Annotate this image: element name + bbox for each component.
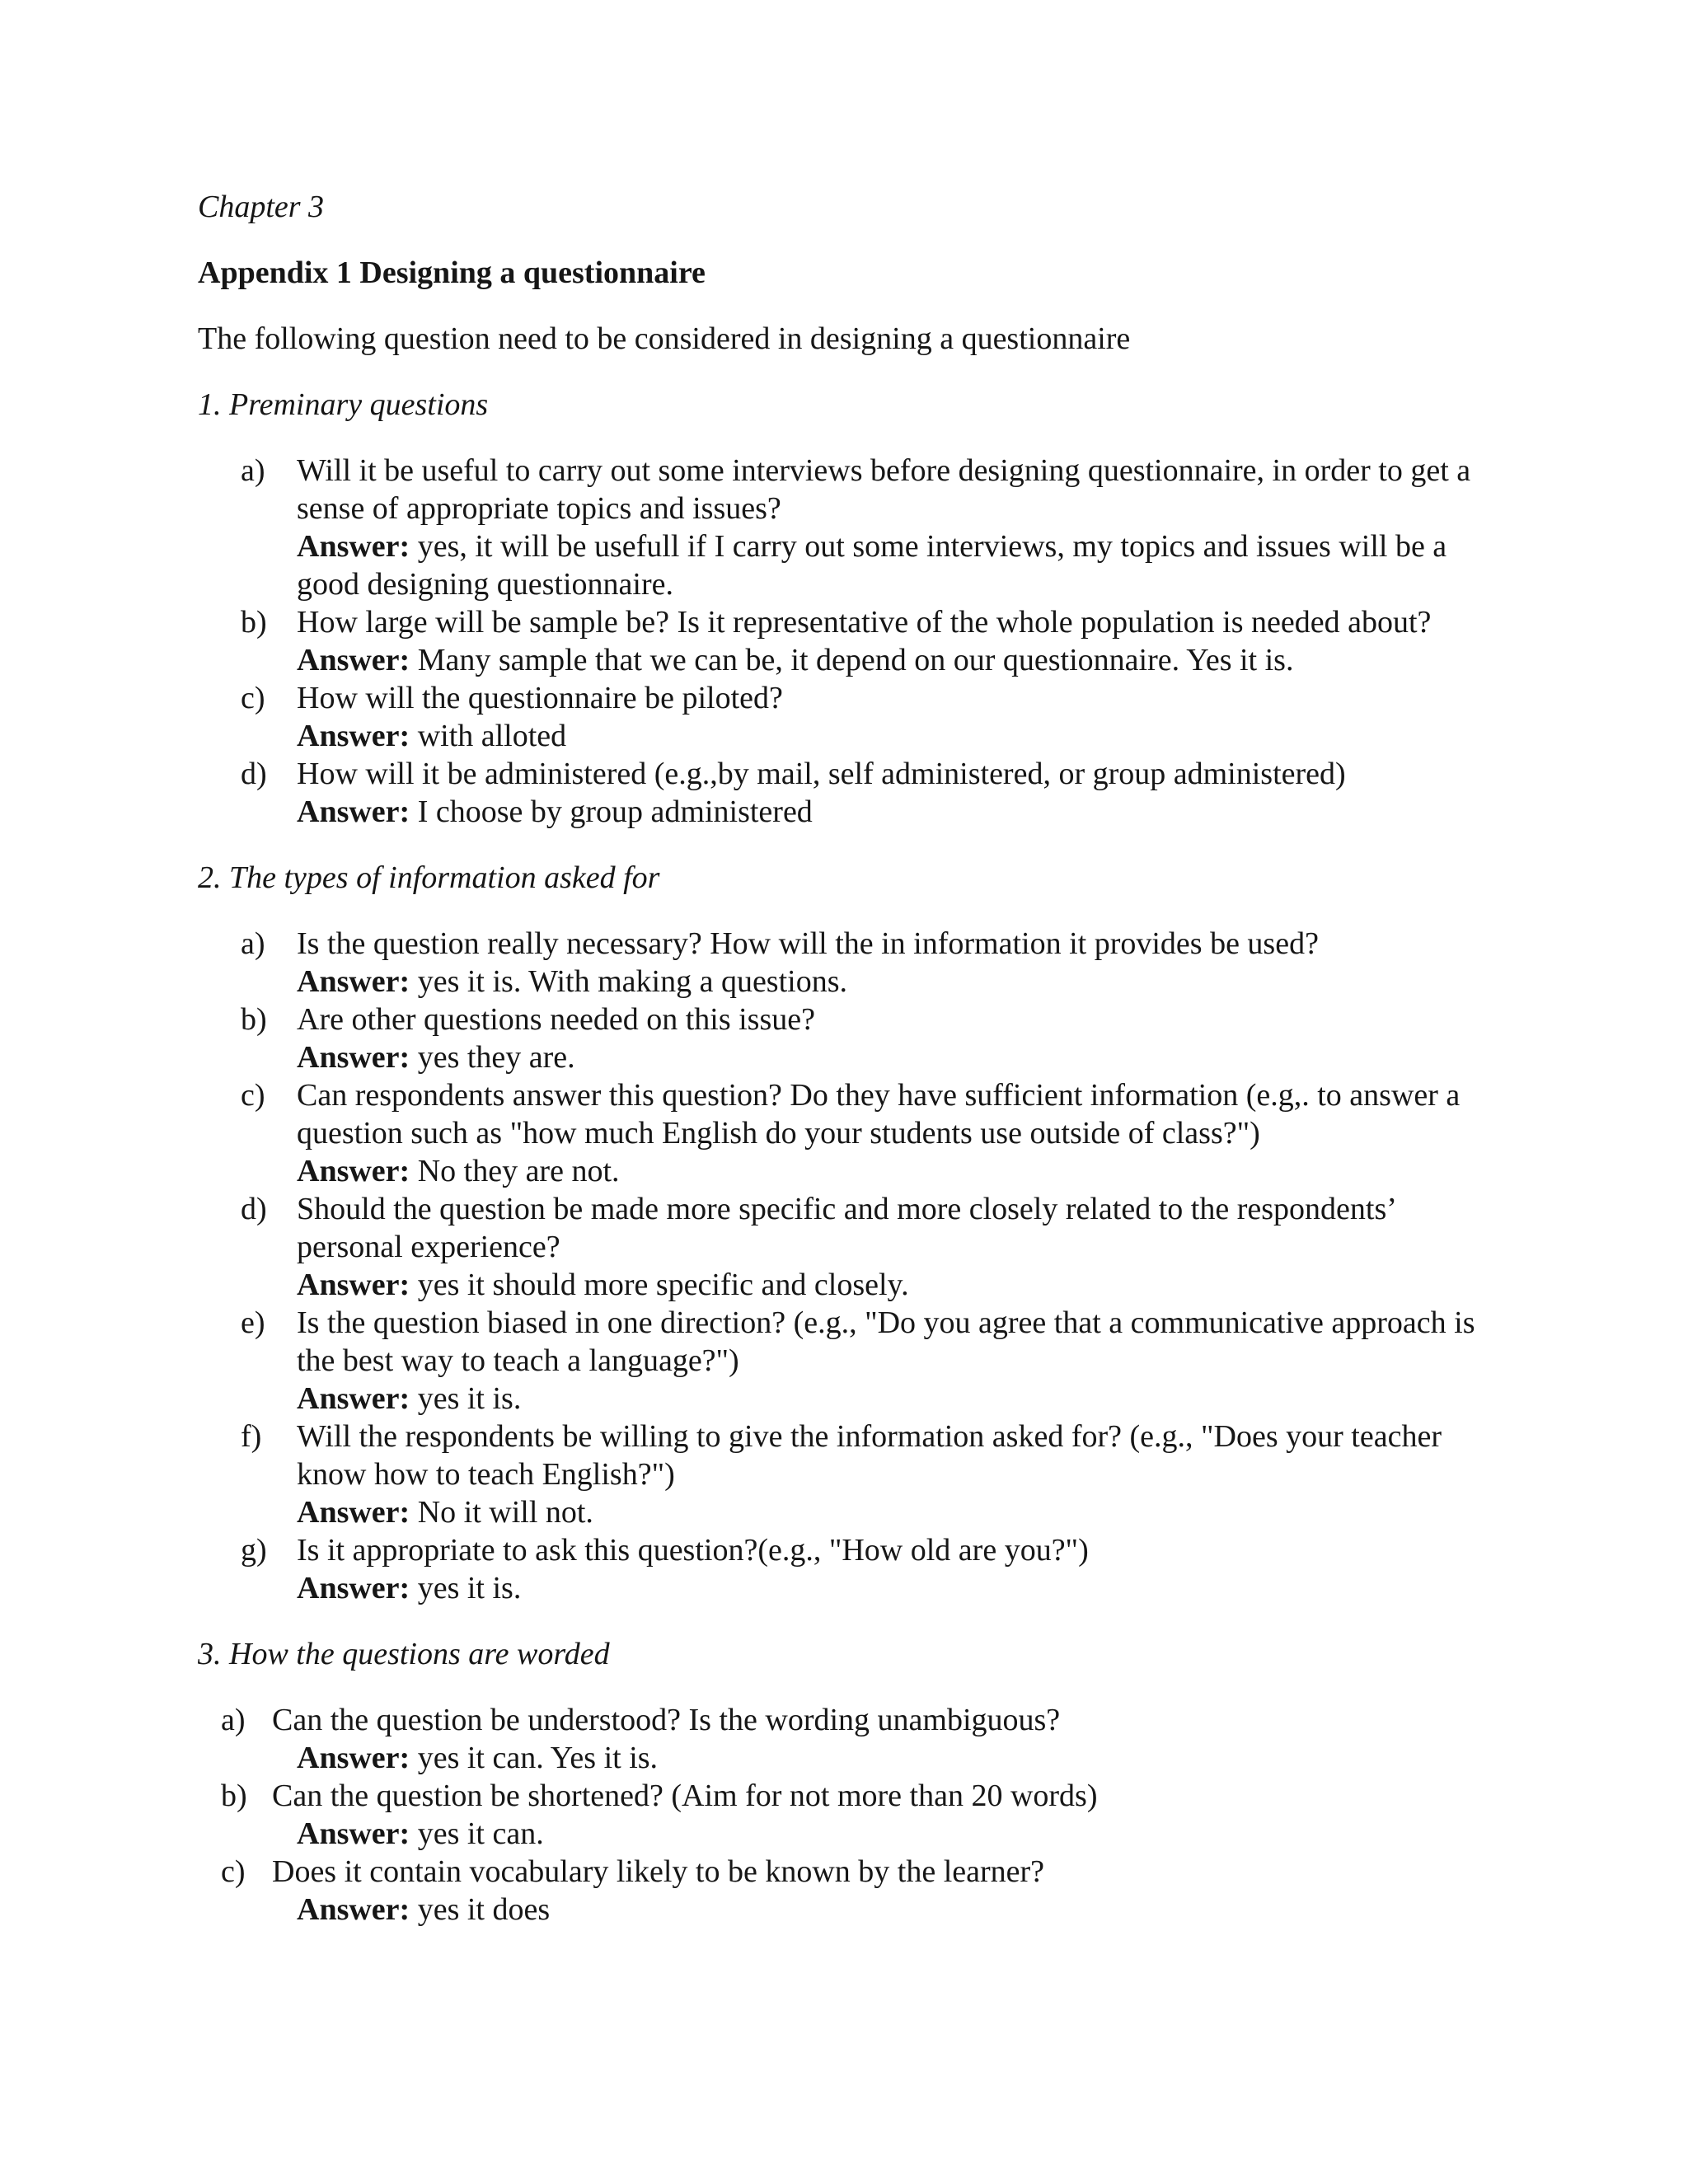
question-text: Should the question be made more specific and more closely related to the respondents’ personal experience?	[297, 1192, 1395, 1264]
question-list-preliminary	[198, 452, 1484, 831]
answer-text: yes it can.	[417, 1816, 544, 1851]
question-text: Will the respondents be willing to give the information asked for? (e.g., "Does your teacher know how to teach English?")	[297, 1419, 1442, 1492]
answer-label: Answer:	[297, 964, 410, 999]
list-item	[198, 1076, 1484, 1190]
answer-label: Answer:	[297, 529, 410, 564]
answer-text: yes it can. Yes it is.	[417, 1741, 659, 1775]
list-item	[198, 755, 1484, 831]
answer-text: No they are not.	[417, 1154, 620, 1188]
list-item	[198, 1418, 1484, 1531]
answer-line	[297, 1266, 1484, 1304]
item-letter: b)	[221, 1779, 247, 1813]
answer-label: Answer:	[297, 1495, 410, 1530]
answer-label: Answer:	[297, 1268, 410, 1302]
question-text: How will the questionnaire be piloted?	[297, 681, 783, 715]
section-heading-wording: 3. How the questions are worded	[198, 1637, 610, 1671]
list-item	[198, 1777, 1484, 1853]
question-text: How will it be administered (e.g.,by mail, self administered, or group administered)	[297, 757, 1346, 791]
answer-text: yes, it will be usefull if I carry out some interviews, my topics and issues will be a good designing questionnaire.	[297, 529, 1447, 602]
answer-line	[297, 1493, 1484, 1531]
question-text: Is the question really necessary? How will the in information it provides be used?	[297, 926, 1319, 961]
list-item	[198, 679, 1484, 755]
answer-text: Many sample that we can be, it depend on our questionnaire. Yes it is.	[417, 643, 1294, 677]
question-text: Does it contain vocabulary likely to be known by the learner?	[272, 1854, 1045, 1889]
answer-line	[297, 717, 1484, 755]
question-text: Can respondents answer this question? Do they have sufficient information (e.g,. to answer a question such as "how much English do your students use outside of class?")	[297, 1078, 1461, 1151]
section-heading-preliminary: 1. Preminary questions	[198, 387, 489, 422]
item-letter: f)	[241, 1419, 262, 1454]
answer-text: yes they are.	[417, 1040, 575, 1075]
question-text: Is it appropriate to ask this question?(e.g., "How old are you?")	[297, 1533, 1089, 1568]
answer-text: yes it is.	[417, 1571, 522, 1605]
list-item	[198, 1304, 1484, 1418]
answer-line	[297, 1152, 1484, 1190]
answer-text: No it will not.	[417, 1495, 593, 1530]
question-list-wording	[198, 1701, 1484, 1929]
answer-label: Answer:	[297, 1816, 410, 1851]
answer-line	[297, 1038, 1484, 1076]
answer-label: Answer:	[297, 1040, 410, 1075]
list-item	[198, 1190, 1484, 1304]
list-item	[198, 452, 1484, 603]
item-letter: a)	[241, 926, 265, 961]
appendix-title: Appendix 1 Designing a questionnaire	[198, 255, 706, 290]
document-page	[198, 188, 1484, 1929]
item-letter: b)	[241, 605, 267, 640]
answer-text: with alloted	[417, 719, 567, 753]
item-letter: a)	[221, 1703, 246, 1737]
question-text: Will it be useful to carry out some interviews before designing questionnaire, in order to get a sense of appropriate topics and issues?	[297, 453, 1471, 526]
list-item	[198, 1531, 1484, 1607]
question-text: Is the question biased in one direction? (e.g., "Do you agree that a communicative approach is the best way to teach a language?")	[297, 1305, 1475, 1378]
question-text: Are other questions needed on this issue?	[297, 1002, 815, 1037]
answer-label: Answer:	[297, 1381, 410, 1416]
question-list-information-types	[198, 925, 1484, 1607]
item-letter: b)	[241, 1002, 267, 1037]
answer-label: Answer:	[297, 1741, 410, 1775]
answer-line	[297, 1815, 1484, 1853]
item-letter: d)	[241, 757, 267, 791]
item-letter: e)	[241, 1305, 265, 1340]
item-letter: c)	[241, 1078, 265, 1113]
answer-text: I choose by group administered	[417, 794, 813, 829]
question-text: Can the question be understood? Is the wording unambiguous?	[272, 1703, 1061, 1737]
list-item	[198, 1701, 1484, 1777]
answer-line	[297, 1739, 1484, 1777]
question-text: How large will be sample be? Is it representative of the whole population is needed about?	[297, 605, 1432, 640]
answer-label: Answer:	[297, 794, 410, 829]
answer-label: Answer:	[297, 1154, 410, 1188]
answer-line	[297, 793, 1484, 831]
intro-text: The following question need to be considered in designing a questionnaire	[198, 321, 1131, 356]
answer-label: Answer:	[297, 643, 410, 677]
list-item	[198, 603, 1484, 679]
answer-line	[297, 527, 1484, 603]
item-letter: d)	[241, 1192, 267, 1226]
item-letter: g)	[241, 1533, 267, 1568]
answer-label: Answer:	[297, 1571, 410, 1605]
answer-line	[297, 1569, 1484, 1607]
answer-line	[297, 963, 1484, 1001]
answer-text: yes it is. With making a questions.	[417, 964, 847, 999]
question-text: Can the question be shortened? (Aim for not more than 20 words)	[272, 1779, 1098, 1813]
answer-text: yes it is.	[417, 1381, 522, 1416]
answer-label: Answer:	[297, 719, 410, 753]
item-letter: c)	[241, 681, 265, 715]
chapter-label: Chapter 3	[198, 190, 325, 224]
list-item	[198, 925, 1484, 1001]
answer-line	[297, 641, 1484, 679]
answer-label: Answer:	[297, 1892, 410, 1927]
list-item	[198, 1853, 1484, 1929]
answer-line	[297, 1891, 1484, 1929]
item-letter: a)	[241, 453, 265, 488]
section-heading-information-types: 2. The types of information asked for	[198, 860, 660, 895]
answer-text: yes it should more specific and closely.	[417, 1268, 909, 1302]
answer-line	[297, 1380, 1484, 1418]
list-item	[198, 1001, 1484, 1076]
answer-text: yes it does	[417, 1892, 551, 1927]
item-letter: c)	[221, 1854, 246, 1889]
